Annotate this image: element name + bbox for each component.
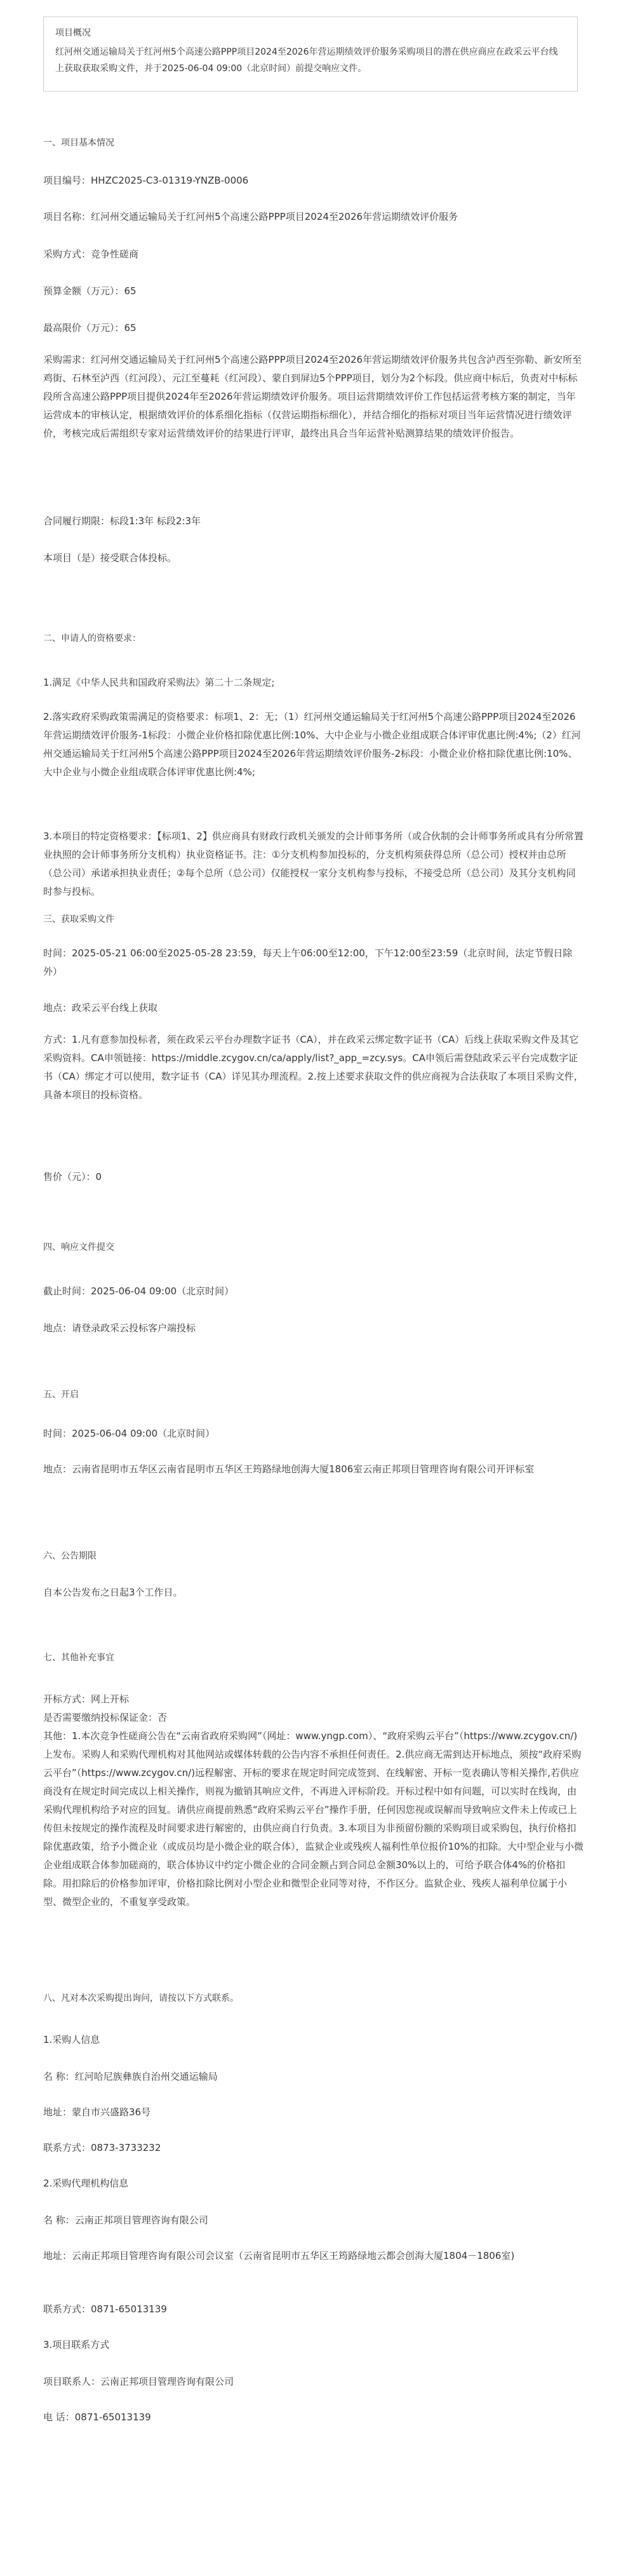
buyer-phone: 联系方式：0873-3733232 xyxy=(43,2142,161,2153)
procurement-method-value: 竞争性磋商 xyxy=(91,248,139,260)
acquisition-method: 方式：1.凡有意参加投标者，须在政采云平台办理数字证书（CA），并在政采云绑定数字证书（CA）后线上获取采购文件及其它采购资料。CA申领链接：https://middle.zcygov.cn/ca/apply/list?_app_=zcy.sys。CA申领后需登陆政采云平台完成数字证书（CA）绑定才可以使用，数字证书（CA）详见其办理流程。2.按上述要求获取文件的供应商视为合法获取了本项目采购文件，具备本项目的投标资格。 xyxy=(43,1034,584,1101)
max-price xyxy=(43,319,584,337)
buyer-name: 名 称：红河哈尼族彝族自治州交通运输局 xyxy=(43,2071,218,2082)
contract-period-value: 标段1:3年 标段2:3年 xyxy=(110,515,201,527)
project-number-label: 项目编号： xyxy=(43,175,91,186)
acquisition-time: 时间：2025-05-21 06:00至2025-05-28 23:59，每天上午06:00至12:00，下午12:00至23:59（北京时间，法定节假日除外） xyxy=(43,947,573,977)
project-name xyxy=(43,208,584,226)
section-3-title: 三、获取采购文件 xyxy=(43,914,114,925)
procurement-method-label: 采购方式： xyxy=(43,248,91,260)
procurement-method xyxy=(43,245,584,264)
qualification-2: 2.落实政府采购政策需满足的资格要求：标项1、2：无；（1）红河州交通运输局关于红河州5个高速公路PPP项目2024至2026年营运期绩效评价服务-1标段：小微企业价格扣除优惠比例:10%、大中企业与小微企业组成联合体评审优惠比例:4%;（2）红河州交通运输局关于红河州5个高速公路PPP项目2024至2026年营运期绩效评价服务-2标段：小微企业价格扣除优惠比例:10%、大中企业与小微企业组成联合体评审优惠比例:4%; xyxy=(43,711,581,778)
summary-text: 红河州交通运输局关于红河州5个高速公路PPP项目2024至2026年营运期绩效评价服务采购项目的潜在供应商应在政采云平台线上获取获取采购文件，并于2025-06-04 09:00（北京时间）前提交响应文件。 xyxy=(55,47,558,74)
section-4-title: 四、响应文件提交 xyxy=(43,1242,114,1252)
section-2-title: 二、申请人的资格要求： xyxy=(43,634,141,644)
max-price-value: 65 xyxy=(124,322,137,334)
project-contact-person: 项目联系人：云南正邦项目管理咨询有限公司 xyxy=(43,2376,234,2387)
section-1-title: 一、项目基本情况 xyxy=(43,138,114,148)
agent-address: 地址：云南正邦项目管理咨询有限公司会议室（云南省昆明市五华区王筠路绿地云都会创海大厦1804－1806室) xyxy=(43,2250,515,2261)
consortium-note: 本项目（是）接受联合体投标。 xyxy=(43,552,177,564)
buyer-info-heading: 1.采购人信息 xyxy=(43,2034,100,2045)
project-number-value: HHZC2025-C3-01319-YNZB-0006 xyxy=(91,175,249,186)
qualification-3: 3.本项目的特定资格要求：【标项1、2】供应商具有财政行政机关颁发的会计师事务所（或合伙制的会计师事务所或具有分所常置业执照的会计师事务所分支机构）执业资格证书。注：①分支机构参加投标的，分支机构须获得总所（总公司）授权并由总所（总公司）承诺承担执业责任；②每个总所（总公司）仅能授权一家分支机构参与投标，不接受总所（总公司）及其分支机构同时参与投标。 xyxy=(43,830,584,897)
opening-method: 开标方式：网上开标 xyxy=(43,1693,130,1705)
section-8-title: 八、凡对本次采购提出询问，请按以下方式联系。 xyxy=(43,1993,239,2003)
budget-amount xyxy=(43,282,584,301)
agent-info-heading: 2.采购代理机构信息 xyxy=(43,2178,129,2189)
acquisition-place: 地点：政采云平台线上获取 xyxy=(43,1002,158,1013)
other-notes: 其他：1.本次竞争性磋商公告在“云南省政府采购网”（网址：www.yngp.com）、“政府采购云平台”（https://www.zcygov.cn/)上发布。采购人和采购代理机构对其他网站或媒体转载的公告内容不承担任何责任。2.供应商无需到达开标地点，须按“政府采购云平台”（https://www.zcygov.cn/)远程解密、开标的要求在规定时间完成签到、在线解密、开标一览表确认等相关操作,若供应商没有在规定时间完成以上相关操作，则视为撤销其响应文件，不再进入评标阶段。开标过程中如有问题，可以实时在线询，由采购代理机构给予对应的回复。请供应商提前熟悉“政府采购云平台”操作手册，任何因您视或误解而导致响应文件未上传或已上传但未按规定的操作流程及时间要求进行解密的，由供应商自行负责。3.本项目为非预留份额的采购项目或采购包，执行价格扣除优惠政策，给予小微企业（或成员均是小微企业的联合体），监狱企业或残疾人福利性单位报价10%的扣除。大中型企业与小微企业组成联合体参加磋商的，联合体协议中约定小微企业的合同金额占到合同总金额30%以上的，可给予联合体4%的价格扣除。用扣除后的价格参加评审，价格扣除比例对小型企业和微型企业同等对待，不作区分。监狱企业、残疾人福利单位属于小型、微型企业的，不重复享受政策。 xyxy=(43,1730,584,1908)
section-6-title: 六、公告期限 xyxy=(43,1551,97,1561)
buyer-address: 地址：蒙自市兴盛路36号 xyxy=(43,2106,151,2118)
project-contact-phone: 电 话：0871-65013139 xyxy=(43,2411,151,2423)
announcement-period: 自本公告发布之日起3个工作日。 xyxy=(43,1587,183,1598)
agent-phone: 联系方式：0871-65013139 xyxy=(43,2303,167,2315)
document-price: 售价（元）：0 xyxy=(43,1171,102,1183)
budget-value: 65 xyxy=(124,285,137,297)
contract-period-label: 合同履行期限： xyxy=(43,515,110,527)
procurement-demand: 采购需求：红河州交通运输局关于红河州5个高速公路PPP项目2024至2026年营运期绩效评价服务共包含泸西至弥勒、新安所至鸡街、石林至泸西（红河段）、元江至蔓耗（红河段）、蒙自到屏边5个PPP项目，划分为2个标段。供应商中标后，负责对中标标段所含高速公路PPP项目提供2024年至2026年营运期绩效评价服务。项目运营期绩效评价工作包括运营考核方案的制定，当年运营成本的审核认定，根据绩效评价的体系细化指标（仅营运期指标细化），并结合细化的指标对项目当年运营情况进行绩效评价，考核完成后需组织专家对运营绩效评价的结果进行评审，最终出具合当年运营补贴测算结果的绩效评价报告。 xyxy=(43,354,582,439)
deposit-required: 是否需要缴纳投标保证金：否 xyxy=(43,1712,168,1723)
qualification-1: 1.满足《中华人民共和国政府采购法》第二十二条规定; xyxy=(43,677,275,688)
project-number xyxy=(43,172,584,190)
project-name-label: 项目名称： xyxy=(43,211,91,222)
opening-time: 时间：2025-06-04 09:00（北京时间） xyxy=(43,1428,215,1439)
submission-deadline: 截止时间：2025-06-04 09:00（北京时间） xyxy=(43,1285,234,1297)
summary-title: 项目概况 xyxy=(55,28,91,38)
max-price-label: 最高限价（万元）： xyxy=(43,322,124,334)
agent-name: 名 称：云南正邦项目管理咨询有限公司 xyxy=(43,2214,208,2226)
section-5-title: 五、开启 xyxy=(43,1390,79,1400)
contract-period xyxy=(43,512,584,531)
project-summary-box xyxy=(43,17,578,92)
project-contact-heading: 3.项目联系方式 xyxy=(43,2339,110,2350)
submission-place: 地点：请登录政采云投标客户端投标 xyxy=(43,1322,196,1334)
opening-place: 地点：云南省昆明市五华区云南省昆明市五华区王筠路绿地创海大厦1806室云南正邦项目管理咨询有限公司开评标室 xyxy=(43,1463,535,1475)
budget-label: 预算金额（万元）： xyxy=(43,285,124,297)
project-name-value: 红河州交通运输局关于红河州5个高速公路PPP项目2024至2026年营运期绩效评价服务 xyxy=(91,211,458,222)
section-7-title: 七、其他补充事宜 xyxy=(43,1653,114,1663)
